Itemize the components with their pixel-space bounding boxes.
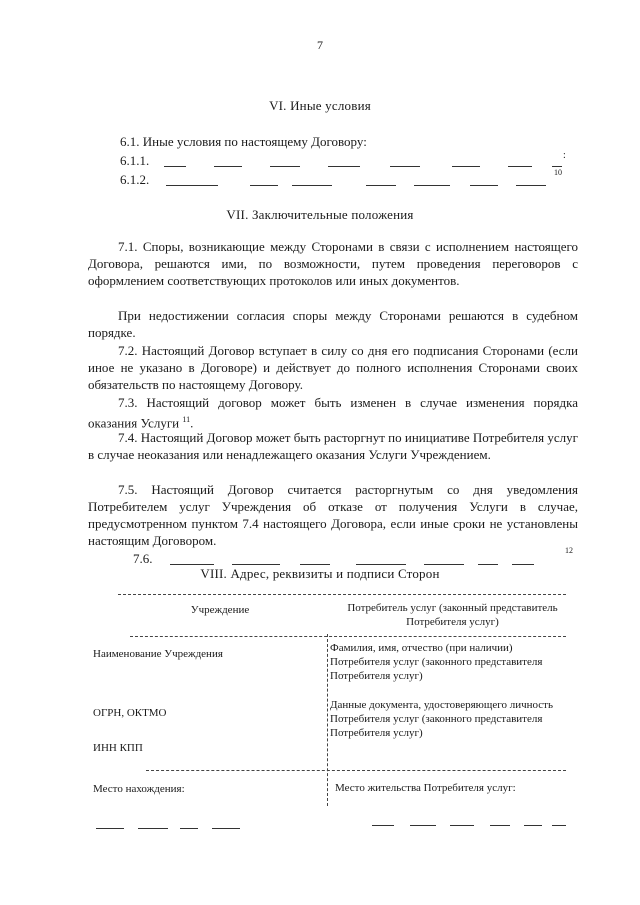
label-institution-name: Наименование Учреждения — [93, 648, 223, 660]
label-inn-kpp: ИНН КПП — [93, 742, 143, 754]
paragraph-7-2: 7.2. Настоящий Договор вступает в силу со дня его подписания Сторонами (если иное не указано в Договоре) и действует до полного исполнения Сторонами своих обязательств по настоящему Договору. — [88, 343, 578, 392]
item-6-1: 6.1. Иные условия по настоящему Договору: — [120, 134, 367, 149]
table-top-rule — [118, 594, 566, 595]
paragraph-7-3: 7.3. Настоящий договор может быть изменен в случае изменения порядка оказания Услуги $^{11}$. — [88, 395, 578, 431]
paragraph-7-5: 7.5. Настоящий Договор считается расторгнутым со дня уведомления Потребителем услуг Учреждения об отказе от получения Услуги в случае, предусмотренном пунктом 7.4 настоящего Договора, если иные сроки не установлены настоящим Договором. — [88, 482, 578, 548]
table-header-institution: Учреждение — [190, 604, 250, 616]
footnote-10: 10 — [554, 168, 562, 177]
paragraph-7-3-text: 7.3. Настоящий договор может быть изменен в случае изменения порядка оказания Услуги — [88, 395, 578, 431]
section-8-title: VIII. Адрес, реквизиты и подписи Сторон — [200, 566, 440, 581]
item-6-1-1: 6.1.1. — [120, 153, 150, 168]
label-consumer-id-document: Данные документа, удостоверяющего личность Потребителя услуг (законного представителя Потребителя услуг) — [330, 699, 554, 739]
footnote-12: 12 — [565, 546, 573, 555]
table-column-divider — [327, 634, 328, 806]
table-row-rule — [146, 770, 566, 771]
page-number: 7 — [317, 38, 323, 52]
section-6-title: VI. Иные условия — [269, 98, 371, 113]
paragraph-7-1: 7.1. Споры, возникающие между Сторонами в связи с исполнением настоящего Договора, решаются ими, по возможности, путем проведения переговоров с оформлением соответствующих протоколов или иных документов. — [88, 239, 578, 288]
label-ogrn-oktmo: ОГРН, ОКТМО — [93, 707, 167, 719]
label-consumer-fullname: Фамилия, имя, отчество (при наличии) Потребителя услуг (законного представителя Потребителя услуг) — [330, 642, 543, 682]
section-7-title: VII. Заключительные положения — [226, 207, 414, 222]
paragraph-7-1-b: При недостижении согласия споры между Сторонами решаются в судебном порядке. — [88, 308, 578, 340]
table-header-consumer: Потребитель услуг (законный представитель Потребителя услуг) — [347, 602, 558, 628]
paragraph-7-4: 7.4. Настоящий Договор может быть расторгнут по инициативе Потребителя услуг в случае неоказания или ненадлежащего оказания Услуги Учреждением. — [88, 430, 578, 462]
colon-mark: : — [563, 150, 566, 161]
item-6-1-2: 6.1.2. — [120, 172, 150, 187]
footnote-11: 11 — [182, 415, 191, 424]
table-header-rule — [130, 636, 566, 637]
item-7-6: 7.6. — [133, 551, 153, 566]
label-consumer-residence: Место жительства Потребителя услуг: — [335, 782, 516, 794]
label-location: Место нахождения: — [93, 783, 185, 795]
